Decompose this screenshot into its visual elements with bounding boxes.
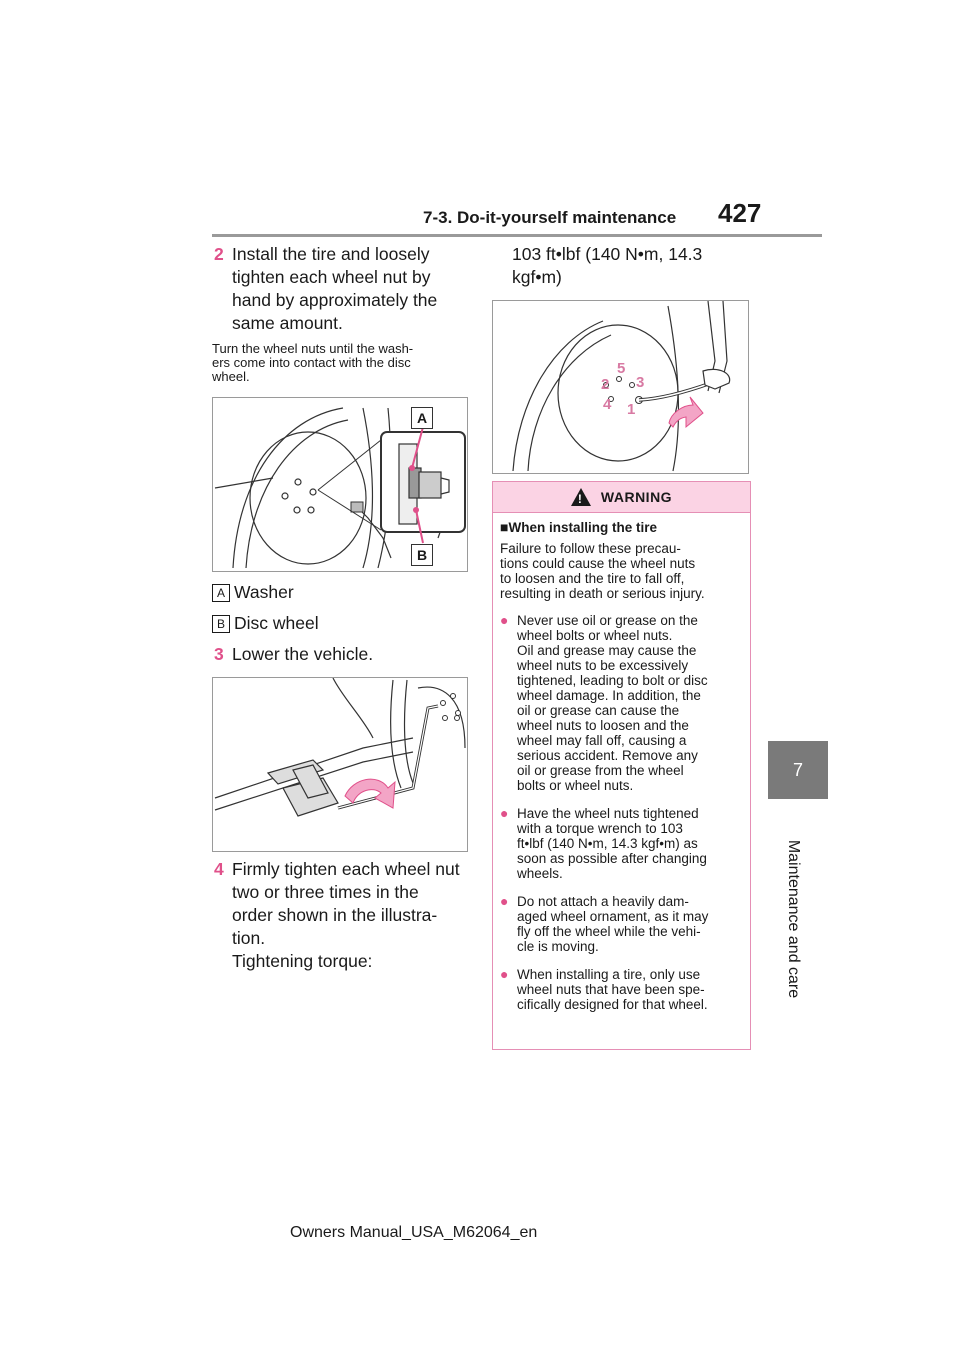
jack-illustration: [213, 678, 467, 851]
intro-line: tions could cause the wheel nuts: [500, 556, 696, 571]
bullet-line: cle is moving.: [517, 939, 599, 954]
bullet-icon: ●: [500, 805, 509, 821]
bullet-line: oil or grease from the wheel: [517, 763, 684, 778]
order-label-2: 2: [601, 376, 610, 393]
figure-tightening-order: [492, 300, 749, 474]
warning-icon: [571, 488, 591, 506]
chapter-tab: [768, 741, 828, 799]
step-text-line: Install the tire and loosely: [232, 244, 430, 264]
order-label-1: 1: [627, 401, 636, 418]
bullet-line: Do not attach a heavily dam-: [517, 894, 689, 909]
bullet-line: tightened, leading to bolt or disc: [517, 673, 708, 688]
bullet-icon: ●: [500, 612, 509, 628]
step-text-line: Tightening torque:: [232, 951, 373, 971]
note-line: ers come into contact with the disc: [212, 355, 411, 370]
bullet-line: Have the wheel nuts tightened: [517, 806, 699, 821]
intro-line: Failure to follow these precau-: [500, 541, 681, 556]
step-text-line: same amount.: [232, 313, 343, 333]
warning-box: [492, 481, 751, 1050]
warning-title: WARNING: [600, 489, 673, 505]
legend-key: A: [212, 584, 230, 602]
step-4: [214, 858, 460, 973]
legend-item-disc-wheel: [212, 613, 319, 634]
bullet-line: bolts or wheel nuts.: [517, 778, 634, 793]
note-line: wheel.: [212, 369, 250, 384]
bullet-line: with a torque wrench to 103: [517, 821, 683, 836]
step-number: 2: [214, 244, 224, 264]
step-text-line: hand by approximately the: [232, 290, 438, 310]
torque-value: [512, 243, 702, 289]
footer-text: Owners Manual_USA_M62064_en: [290, 1224, 538, 1241]
warning-bullet: [500, 806, 742, 881]
bullet-line: wheel damage. In addition, the: [517, 688, 701, 703]
header-rule: [212, 234, 822, 237]
bullet-line: aged wheel ornament, as it may: [517, 909, 709, 924]
warning-intro: [500, 541, 742, 601]
bullet-line: serious accident. Remove any: [517, 748, 698, 763]
step-2-note: [212, 342, 413, 384]
note-line: Turn the wheel nuts until the wash-: [212, 341, 414, 356]
legend-key: B: [212, 615, 230, 633]
warning-subtitle-text: When installing the tire: [508, 520, 657, 535]
legend-item-washer: [212, 582, 294, 603]
warning-header: [493, 482, 750, 513]
torque-line: kgf•m): [512, 267, 562, 287]
order-label-5: 5: [617, 360, 626, 377]
bullet-line: wheel bolts or wheel nuts.: [517, 628, 673, 643]
bullet-line: soon as possible after changing: [517, 851, 707, 866]
page-number: 427: [718, 198, 762, 228]
step-text-line: order shown in the illustra-: [232, 905, 438, 925]
step-3: [214, 643, 374, 666]
torque-line: 103 ft•lbf (140 N•m, 14.3: [512, 244, 703, 264]
bullet-line: wheel nuts to loosen and the: [517, 718, 689, 733]
step-text-line: tighten each wheel nut by: [232, 267, 431, 287]
bullet-line: Never use oil or grease on the: [517, 613, 698, 628]
bullet-line: oil or grease can cause the: [517, 703, 680, 718]
step-text-line: two or three times in the: [232, 882, 419, 902]
bullet-icon: ●: [500, 966, 509, 982]
bullet-line: Oil and grease may cause the: [517, 643, 697, 658]
step-number: 4: [214, 859, 224, 879]
callout-a: A: [411, 407, 433, 429]
bullet-line: ft•lbf (140 N•m, 14.3 kgf•m) as: [517, 836, 698, 851]
section-title: 7-3. Do-it-yourself maintenance: [423, 208, 677, 227]
step-text-line: tion.: [232, 928, 266, 948]
tightening-order-illustration: [493, 301, 748, 473]
warning-bullet: [500, 894, 742, 954]
order-label-4: 4: [603, 396, 612, 413]
warning-bullet: [500, 613, 742, 793]
warning-body: [493, 513, 750, 1012]
chapter-label: Maintenance and care: [785, 839, 802, 999]
step-number: 3: [214, 644, 224, 664]
bullet-line: cifically designed for that wheel.: [517, 997, 708, 1012]
step-text: Lower the vehicle.: [232, 644, 374, 664]
intro-line: to loosen and the tire to fall off,: [500, 571, 685, 586]
legend-label: Washer: [234, 582, 294, 602]
bullet-line: When installing a tire, only use: [517, 967, 701, 982]
order-label-3: 3: [636, 374, 645, 391]
bullet-line: fly off the wheel while the vehi-: [517, 924, 701, 939]
step-text-line: Firmly tighten each wheel nut: [232, 859, 460, 879]
warning-subtitle: [500, 520, 742, 535]
warning-bullet: [500, 967, 742, 1012]
bullet-line: wheel nuts that have been spe-: [517, 982, 705, 997]
intro-line: resulting in death or serious injury.: [500, 586, 705, 601]
chapter-side-label: [783, 835, 803, 1005]
figure-lower-vehicle: [212, 677, 468, 852]
callout-b: B: [411, 544, 433, 566]
bullet-icon: ●: [500, 893, 509, 909]
square-bullet-icon: ■: [500, 519, 509, 535]
chapter-number: 7: [792, 759, 803, 780]
figure-wheel-nut-washer: [212, 397, 468, 572]
bullet-line: wheels.: [517, 866, 563, 881]
step-2: [214, 243, 438, 335]
legend-label: Disc wheel: [234, 613, 319, 633]
bullet-line: wheel nuts to be excessively: [517, 658, 689, 673]
bullet-line: wheel may fall off, causing a: [517, 733, 687, 748]
